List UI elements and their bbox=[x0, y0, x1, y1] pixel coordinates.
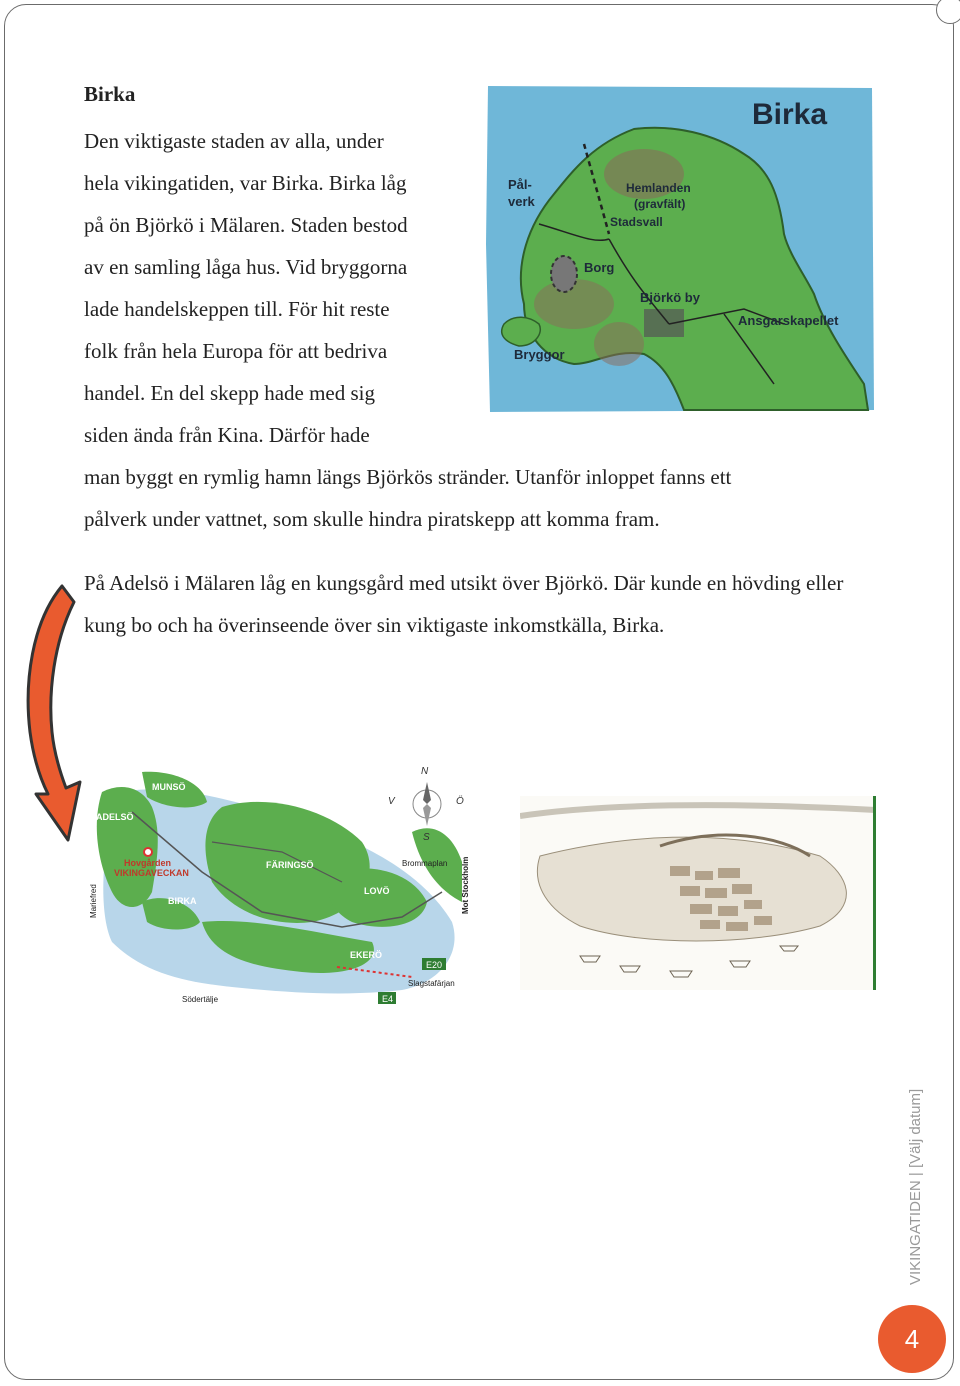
article-title: Birka bbox=[84, 82, 136, 106]
map-label: Hovgården bbox=[124, 858, 172, 868]
text-line: hela vikingatiden, var Birka. Birka låg bbox=[84, 171, 407, 195]
compass-label: N bbox=[421, 766, 429, 777]
text-line: Den viktigaste staden av alla, under bbox=[84, 129, 384, 153]
side-footer bbox=[898, 1075, 928, 1285]
decorative-arrow bbox=[22, 582, 82, 844]
map-label: EKERÖ bbox=[350, 950, 383, 960]
footer-text: VIKINGATIDEN | [Välj datum] bbox=[907, 1088, 924, 1285]
map-label: (gravfält) bbox=[634, 197, 686, 211]
text-line: på ön Björkö i Mälaren. Staden bestod bbox=[84, 213, 408, 237]
map-title: Birka bbox=[752, 98, 828, 131]
map-label: Södertälje bbox=[182, 995, 219, 1004]
map-label: ADELSÖ bbox=[96, 812, 134, 822]
text-line: siden ända från Kina. Därför hade bbox=[84, 423, 370, 447]
map-label: Mariefred bbox=[89, 884, 98, 918]
map-label: Slagstafärjan bbox=[408, 979, 455, 988]
text-line: pålverk under vattnet, som skulle hindra piratskepp att komma fram. bbox=[84, 507, 660, 531]
compass-label: V bbox=[388, 796, 395, 807]
map-label: Brommaplan bbox=[402, 859, 448, 868]
article-paragraph-2: På Adelsö i Mälaren låg en kungsgård med utsikt över Björkö. Där kunde en hövding eller kung bo och ha överinseende över sin viktigaste inkomstkälla, Birka. bbox=[84, 571, 844, 637]
map-label: MUNSÖ bbox=[152, 782, 186, 792]
map-label: Stadsvall bbox=[610, 215, 663, 229]
map-label: FÄRINGSÖ bbox=[266, 860, 314, 870]
compass-label: Ö bbox=[456, 796, 464, 807]
birka-map bbox=[484, 84, 876, 414]
page-number: 4 bbox=[878, 1305, 946, 1373]
map-label: LOVÖ bbox=[364, 886, 390, 896]
map-label: verk bbox=[508, 194, 535, 209]
map-label: Björkö by bbox=[640, 290, 700, 305]
text-line: lade handelskeppen till. För hit reste bbox=[84, 297, 390, 321]
map-label: Ansgarskapellet bbox=[738, 313, 839, 328]
map-label: Mot Stockholm bbox=[461, 856, 470, 914]
map-label: Pål- bbox=[508, 177, 532, 192]
region-map bbox=[82, 752, 476, 1008]
birka-illustration bbox=[520, 796, 876, 990]
road-sign-e4: E4 bbox=[382, 994, 394, 1004]
text-line: handel. En del skepp hade med sig bbox=[84, 381, 376, 405]
text-line: folk från hela Europa för att bedriva bbox=[84, 339, 388, 363]
map-label: Borg bbox=[584, 260, 615, 275]
compass-label: S bbox=[423, 832, 430, 843]
text-line: av en samling låga hus. Vid bryggorna bbox=[84, 255, 408, 279]
map-label: Hemlanden bbox=[626, 181, 691, 195]
map-label: BIRKA bbox=[168, 896, 197, 906]
map-label: VIKINGAVECKAN bbox=[114, 868, 189, 878]
map-label: Bryggor bbox=[514, 347, 565, 362]
text-line: man byggt en rymlig hamn längs Björkös stränder. Utanför inloppet fanns ett bbox=[84, 465, 732, 489]
road-sign-e20: E20 bbox=[426, 960, 443, 970]
